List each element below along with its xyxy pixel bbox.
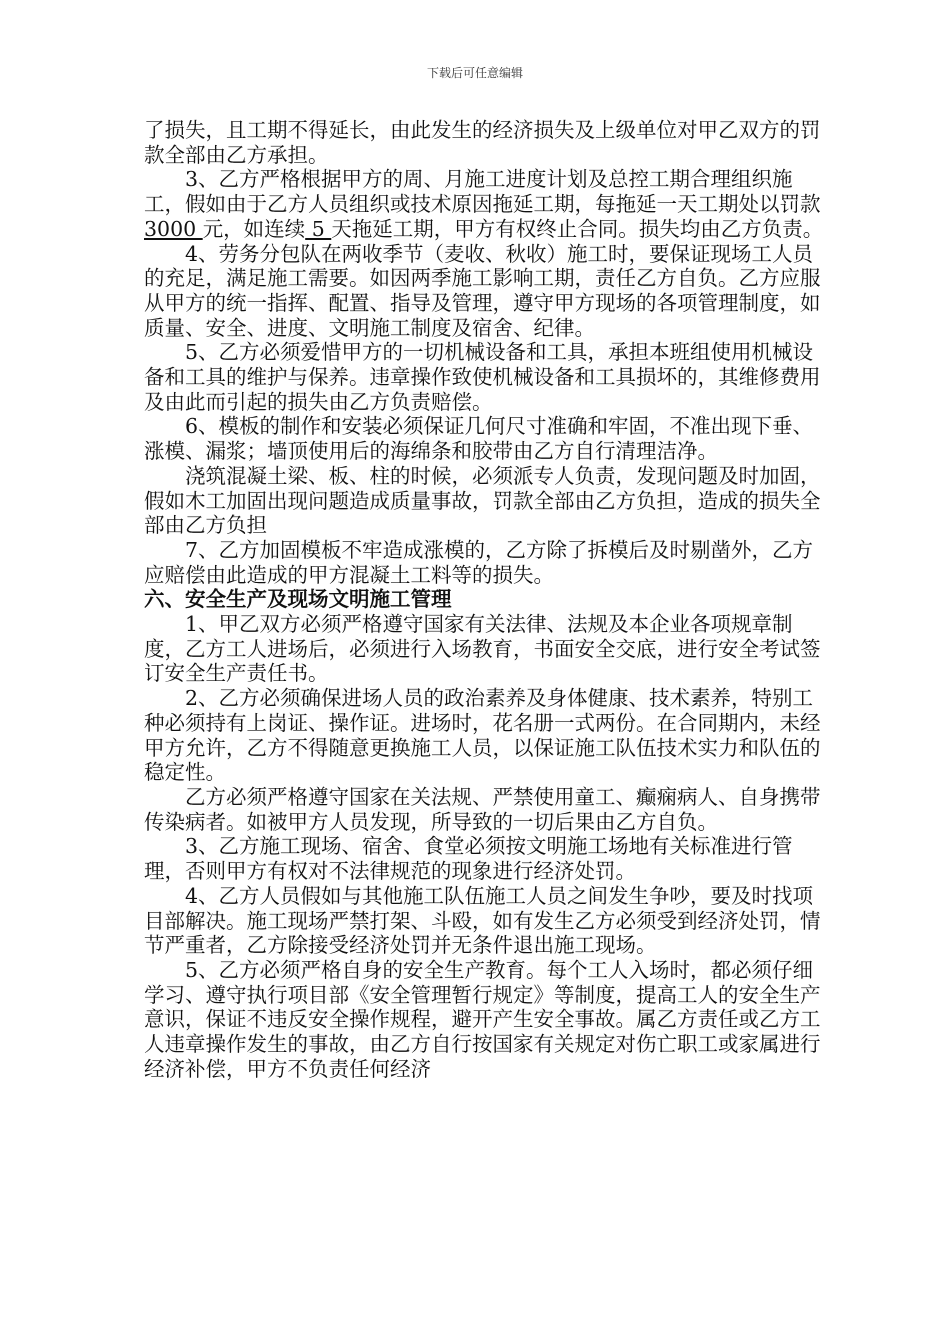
paragraph: 5、乙方必须爱惜甲方的一切机械设备和工具，承担本班组使用机械设备和工具的维护与保养。违章操作致使机械设备和工具损坏的，其维修费用及由此而引起的损失由乙方负责赔偿。 [144, 340, 821, 414]
paragraph: 4、乙方人员假如与其他施工队伍施工人员之间发生争吵，要及时找项目部解决。施工现场严禁打架、斗殴，如有发生乙方必须受到经济处罚，情节严重者，乙方除接受经济处罚并无条件退出施工现场。 [144, 883, 821, 958]
paragraph: 5、乙方必须严格自身的安全生产教育。每个工人入场时，都必须仔细学习、遵守执行项目部《安全管理暂行规定》等制度，提高工人的安全生产意识，保证不违反安全操作规程，避开产生安全事故。属乙方责任或乙方工人违章操作发生的事故，由乙方自行按国家有关规定对伤亡职工或家属进行经济补偿，甲方不负责任何经济 [144, 957, 821, 1081]
text-run: 天拖延工期，甲方有权终止合同。损失均由乙方负责。 [331, 216, 824, 241]
delay-days: 5 [305, 216, 332, 241]
paragraph-delay-penalty [144, 167, 824, 241]
text-run: 元，如连续 [202, 216, 306, 241]
document-body [144, 118, 824, 1081]
paragraph: 3、乙方施工现场、宿舍、食堂必须按文明施工场地有关标准进行管理，否则甲方有权对不法律规范的现象进行经济处罚。 [144, 834, 793, 884]
fine-amount: 3000 [144, 216, 203, 241]
paragraph: 乙方必须严格遵守国家在关法规、严禁使用童工、癫痫病人、自身携带传染病者。如被甲方人员发现，所导致的一切后果由乙方自负。 [144, 784, 821, 834]
paragraph: 4、劳务分包队在两收季节（麦收、秋收）施工时，要保证现场工人员的充足，满足施工需要。如因两季施工影响工期，责任乙方自负。乙方应服从甲方的统一指挥、配置、指导及管理，遵守甲方现场的各项管理制度，如质量、安全、进度、文明施工制度及宿舍、纪律。 [144, 241, 821, 340]
paragraph: 浇筑混凝土梁、板、柱的时候，必须派专人负责，发现问题及时加固，假如木工加固出现问题造成质量事故，罚款全部由乙方负担，造成的损失全部由乙方负担 [144, 463, 821, 538]
section-heading: 六、安全生产及现场文明施工管理 [144, 587, 452, 612]
paragraph: 6、模板的制作和安装必须保证几何尺寸准确和牢固，不准出现下垂、涨模、漏浆；墙顶使用后的海绵条和胶带由乙方自行清理洁净。 [144, 414, 814, 464]
paragraph: 1、甲乙双方必须严格遵守国家有关法律、法规及本企业各项规章制度，乙方工人进场后，必须进行入场教育，书面安全交底，进行安全考试签订安全生产责任书。 [144, 612, 821, 686]
paragraph: 7、乙方加固模板不牢造成涨模的，乙方除了拆模后及时剔凿外，乙方应赔偿由此造成的甲方混凝土工料等的损失。 [144, 537, 814, 587]
text-run: 3、乙方严格根据甲方的周、月施工进度计划及总控工期合理组织施工，假如由于乙方人员组织或技术原因拖延工期，每拖延一天工期处以罚款 [144, 167, 821, 217]
page-header: 下载后可任意编辑 [426, 66, 523, 80]
paragraph: 了损失，且工期不得延长，由此发生的经济损失及上级单位对甲乙双方的罚款全部由乙方承担。 [144, 118, 821, 167]
paragraph: 2、乙方必须确保进场人员的政治素养及身体健康、技术素养，特别工种必须持有上岗证、操作证。进场时，花名册一式两份。在合同期内，未经甲方允许，乙方不得随意更换施工人员，以保证施工队伍技术实力和队伍的稳定性。 [144, 686, 821, 785]
